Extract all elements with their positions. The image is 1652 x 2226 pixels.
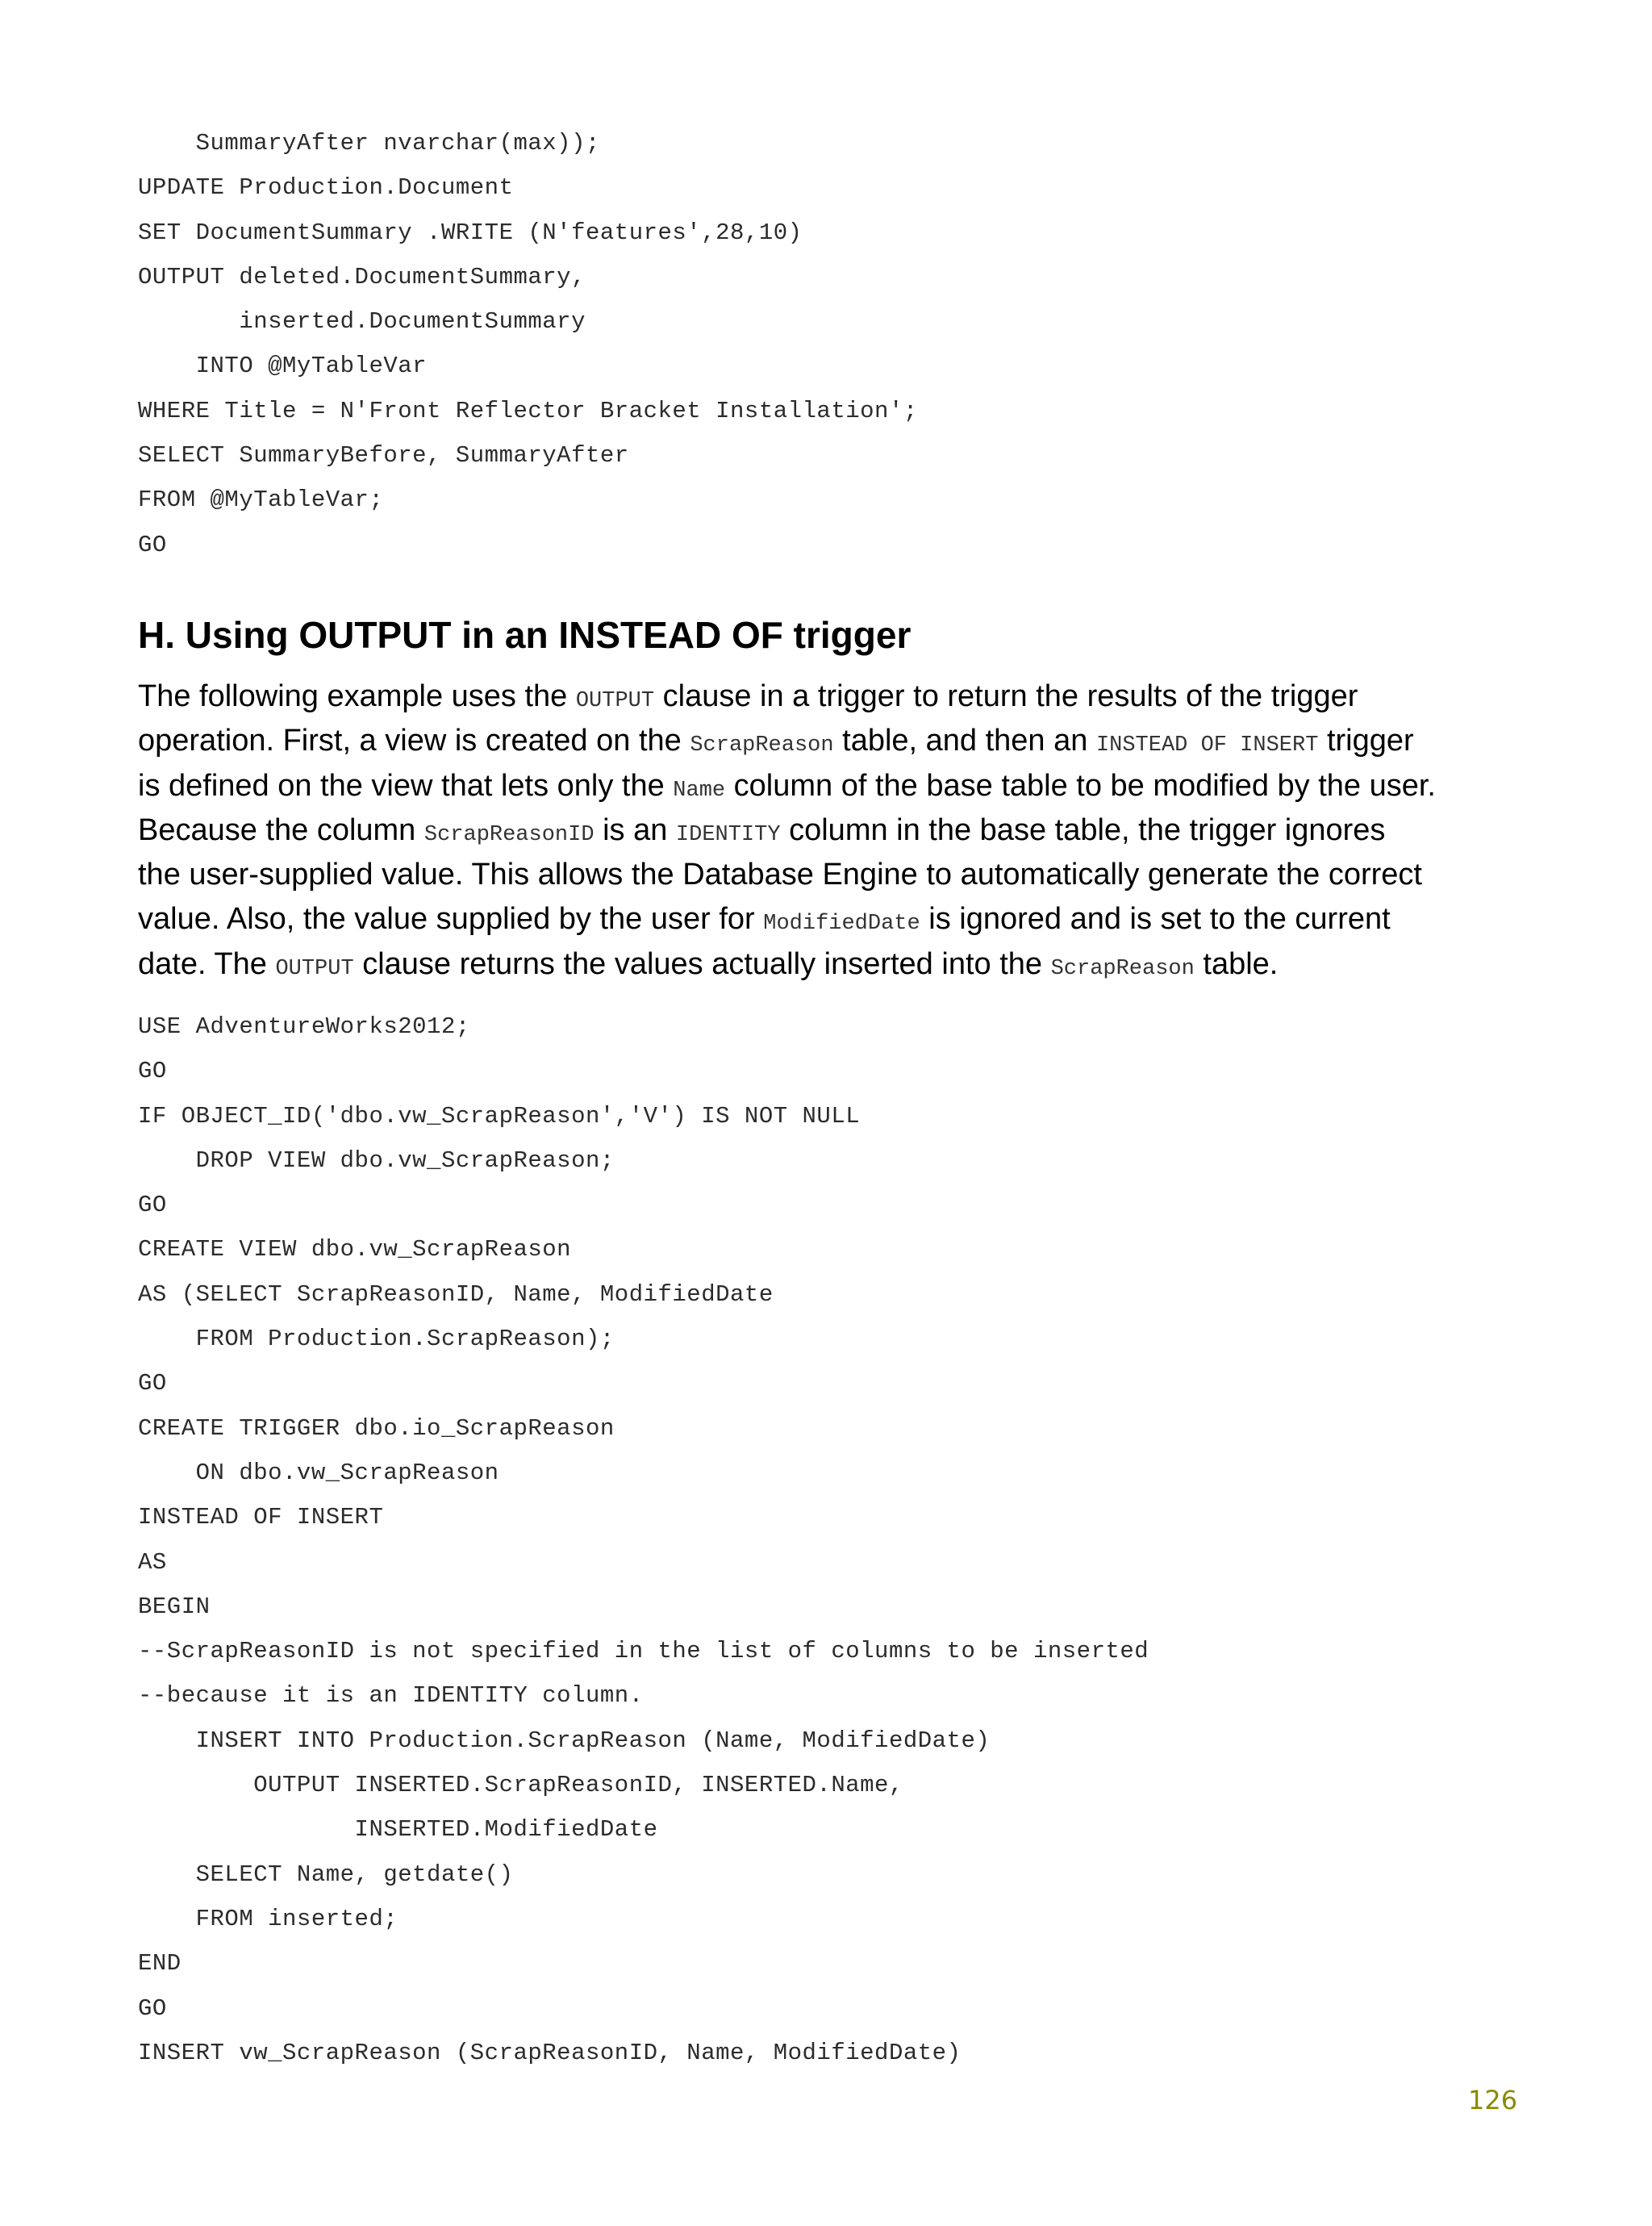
text-run: is an [594,812,676,847]
code-block-main [138,1004,1149,2075]
code-block-top [138,121,918,567]
paragraph-line [138,674,1525,719]
inline-code: ScrapReasonID [423,822,594,847]
text-run: clause returns the values actually inserted into the [353,946,1051,981]
inline-code: IDENTITY [675,822,781,847]
inline-code: INSTEAD OF INSERT [1095,733,1319,758]
inline-code: OUTPUT [275,956,354,981]
code-line: USE AdventureWorks2012; [138,1013,470,1040]
text-run: column in the base table, the trigger ignores [780,812,1386,847]
inline-code: ScrapReason [1050,956,1195,981]
inline-code: OUTPUT [575,689,655,713]
text-run: value. Also, the value supplied by the user for [138,902,764,937]
body-paragraph [138,674,1525,987]
code-line: SummaryAfter nvarchar(max)); [138,130,600,157]
text-run: table, and then an [833,724,1096,758]
code-line: INTO @MyTableVar [138,353,428,380]
code-line: DROP VIEW dbo.vw_ScrapReason; [138,1146,615,1174]
text-run: date. The [138,946,276,981]
text-run: clause in a trigger to return the results of the trigger [654,679,1358,713]
text-run: is defined on the view that lets only the [138,768,674,803]
text-run: column of the base table to be modified by the user. [725,768,1436,803]
text-run: Because the column [138,812,424,847]
paragraph-line [138,853,1525,897]
code-line: AS (SELECT ScrapReasonID, Name, ModifiedDate [138,1280,774,1308]
inline-code: ModifiedDate [763,912,920,937]
code-line: INSERT vw_ScrapReason (ScrapReasonID, Name, ModifiedDate) [138,2039,962,2066]
code-line: INSTEAD OF INSERT [138,1504,384,1531]
text-run: is ignored and is set to the current [920,902,1391,937]
code-line: GO [138,1058,167,1085]
paragraph-line [138,719,1525,763]
code-line: FROM inserted; [138,1905,398,1932]
code-line: OUTPUT INSERTED.ScrapReasonID, INSERTED.Name, [138,1772,903,1799]
code-line: WHERE Title = N'Front Reflector Bracket Installation'; [138,397,918,424]
text-run: trigger [1318,724,1414,758]
code-line: CREATE VIEW dbo.vw_ScrapReason [138,1236,572,1263]
inline-code: ScrapReason [690,733,834,758]
paragraph-line [138,942,1525,987]
text-run: operation. First, a view is created on the [138,724,690,758]
code-line: INSERT INTO Production.ScrapReason (Name, ModifiedDate) [138,1727,991,1754]
inline-code: Name [673,778,726,803]
paragraph-line [138,808,1525,853]
code-line: FROM Production.ScrapReason); [138,1326,615,1353]
code-line: SET DocumentSummary .WRITE (N'features',28,10) [138,219,803,246]
code-line: SELECT SummaryBefore, SummaryAfter [138,442,629,470]
paragraph-line [138,897,1525,942]
code-line: FROM @MyTableVar; [138,487,384,514]
code-comment-line: --because it is an IDENTITY column. [138,1682,644,1710]
code-line: GO [138,1370,167,1397]
text-run: table. [1194,946,1279,981]
code-line: GO [138,1994,167,2022]
section-heading: H. Using OUTPUT in an INSTEAD OF trigger [138,614,912,656]
code-line: SELECT Name, getdate() [138,1861,514,1888]
code-line: ON dbo.vw_ScrapReason [138,1459,499,1486]
code-line: IF OBJECT_ID('dbo.vw_ScrapReason','V') IS NOT NULL [138,1102,861,1130]
page-number: 126 [1468,2085,1518,2115]
code-line: BEGIN [138,1593,211,1620]
code-line: AS [138,1548,167,1576]
code-line: END [138,1950,181,1978]
code-line: OUTPUT deleted.DocumentSummary, [138,263,586,290]
code-line: inserted.DocumentSummary [138,308,586,336]
code-line: GO [138,1192,167,1219]
paragraph-line [138,764,1525,808]
text-run: the user-supplied value. This allows the Database Engine to automatically generate the correct [138,858,1422,892]
code-line: GO [138,531,167,558]
code-line: CREATE TRIGGER dbo.io_ScrapReason [138,1414,615,1442]
code-line: INSERTED.ModifiedDate [138,1816,658,1844]
code-line: UPDATE Production.Document [138,174,514,202]
code-comment-line: --ScrapReasonID is not specified in the list of columns to be inserted [138,1638,1149,1665]
text-run: The following example uses the [138,679,576,713]
